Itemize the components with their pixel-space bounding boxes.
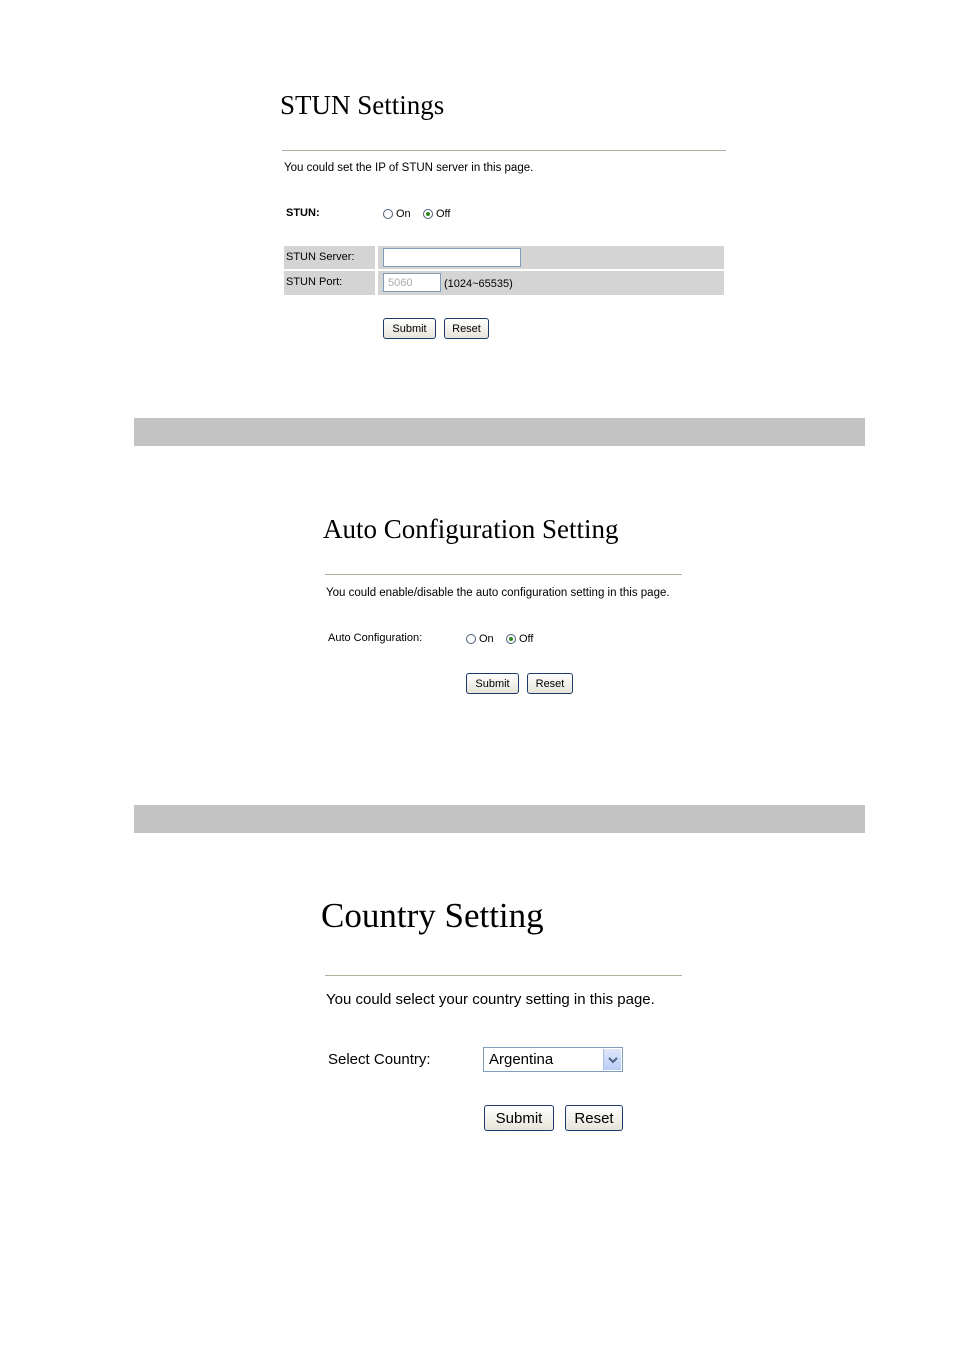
auto-config-on-radio[interactable] xyxy=(466,634,476,644)
stun-off-label: Off xyxy=(436,208,451,220)
section-divider-bar xyxy=(134,418,865,446)
stun-off-option[interactable] xyxy=(423,208,450,220)
auto-config-title-divider xyxy=(325,574,682,575)
auto-config-description: You could enable/disable the auto configuration setting in this page. xyxy=(326,587,670,599)
auto-config-label: Auto Configuration: xyxy=(328,632,423,644)
auto-config-off-option[interactable] xyxy=(506,633,533,645)
stun-server-input[interactable] xyxy=(383,248,521,267)
country-description: You could select your country setting in this page. xyxy=(326,991,655,1008)
country-reset-button[interactable]: Reset xyxy=(565,1105,623,1131)
stun-reset-button[interactable]: Reset xyxy=(444,318,489,339)
country-title-divider xyxy=(325,975,682,976)
stun-on-label: On xyxy=(396,208,411,220)
auto-config-off-radio[interactable] xyxy=(506,634,516,644)
stun-submit-button[interactable]: Submit xyxy=(383,318,436,339)
country-select[interactable] xyxy=(483,1047,623,1072)
stun-title: STUN Settings xyxy=(280,90,445,120)
stun-port-label: STUN Port: xyxy=(286,276,343,288)
auto-config-submit-button[interactable]: Submit xyxy=(466,673,519,694)
country-title: Country Setting xyxy=(321,896,544,935)
auto-config-on-label: On xyxy=(479,633,494,645)
stun-port-input[interactable] xyxy=(383,273,441,292)
stun-server-label: STUN Server: xyxy=(286,251,355,263)
chevron-down-icon[interactable] xyxy=(603,1049,621,1070)
auto-config-reset-button[interactable]: Reset xyxy=(527,673,573,694)
country-select-value: Argentina xyxy=(489,1051,554,1068)
section-divider-bar-2 xyxy=(134,805,865,833)
stun-on-radio[interactable] xyxy=(383,209,393,219)
auto-config-off-label: Off xyxy=(519,633,534,645)
stun-title-divider xyxy=(282,150,726,151)
stun-port-range: (1024~65535) xyxy=(444,278,513,290)
stun-label: STUN: xyxy=(286,207,320,219)
auto-config-title: Auto Configuration Setting xyxy=(323,514,619,544)
country-submit-button[interactable]: Submit xyxy=(484,1105,554,1131)
auto-config-on-option[interactable] xyxy=(466,633,494,645)
stun-description: You could set the IP of STUN server in this page. xyxy=(284,162,534,174)
stun-off-radio[interactable] xyxy=(423,209,433,219)
country-label: Select Country: xyxy=(328,1051,431,1068)
stun-on-option[interactable] xyxy=(383,208,411,220)
